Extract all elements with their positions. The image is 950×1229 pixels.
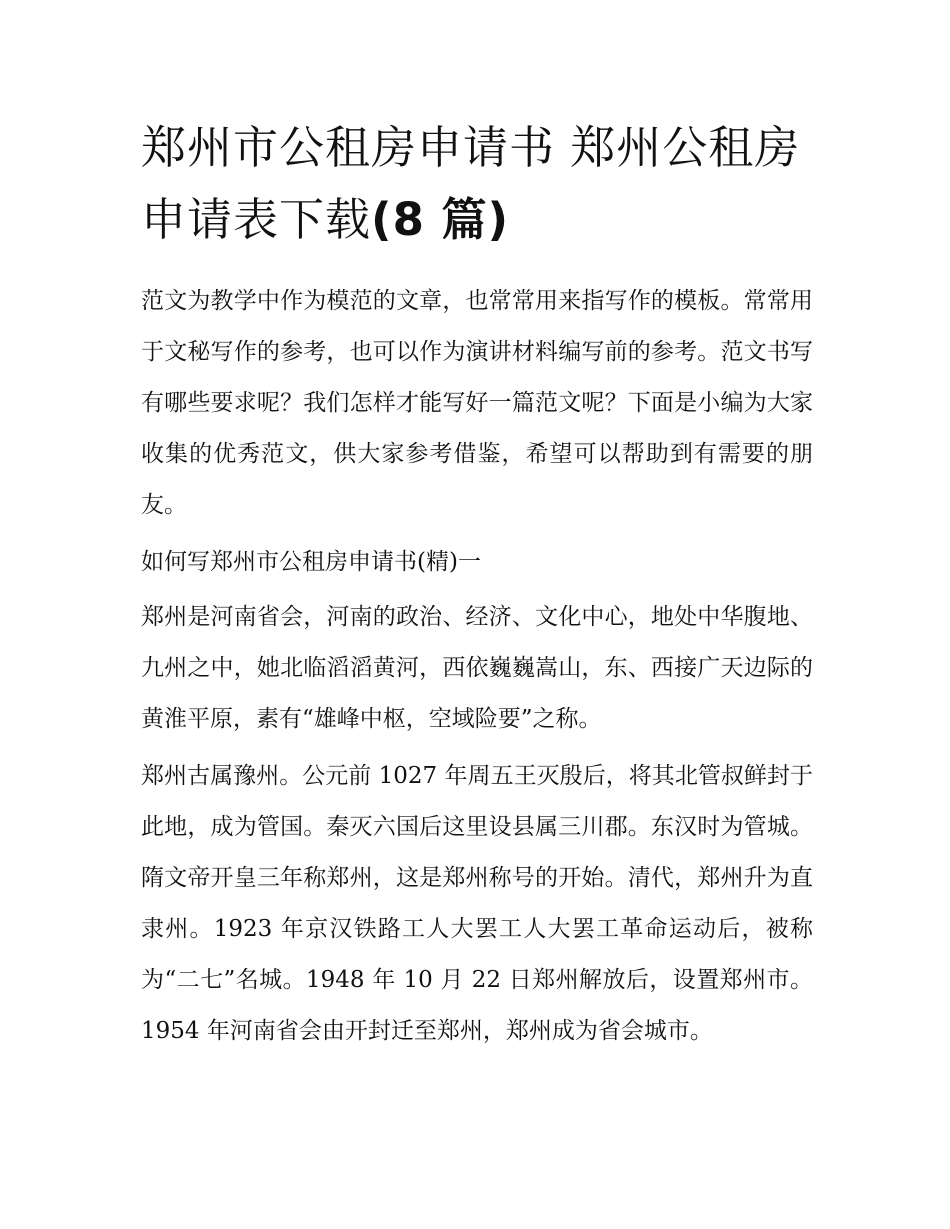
body-paragraph-history: 郑州古属豫州。公元前 1027 年周五王灭殷后，将其北管叔鲜封于此地，成为管国。秦灭六国后这里设县属三川郡。东汉时为管城。隋文帝开皇三年称郑州，这是郑州称号的开始。清代，郑州升为直隶州。1923 年京汉铁路工人大罢工人大罢工革命运动后，被称为“二七”名城。1948 年 10 月 22 日郑州解放后，设置郑州市。1954 年河南省会由开封迁至郑州，郑州成为省会城市。 bbox=[141, 763, 813, 1044]
document-content bbox=[141, 112, 813, 1063]
document-title bbox=[141, 112, 813, 256]
section-heading: 如何写郑州市公租房申请书(精)一 bbox=[141, 549, 481, 575]
intro-paragraph: 范文为教学中作为模范的文章，也常常用来指写作的模板。常常用于文秘写作的参考，也可以作为演讲材料编写前的参考。范文书写有哪些要求呢？我们怎样才能写好一篇范文呢？下面是小编为大家收集的优秀范文，供大家参考借鉴，希望可以帮助到有需要的朋友。 bbox=[141, 288, 813, 518]
body-paragraph-geography: 郑州是河南省会，河南的政治、经济、文化中心，地处中华腹地、九州之中，她北临滔滔黄河，西依巍巍嵩山，东、西接广天边际的黄淮平原，素有“雄峰中枢，空域险要”之称。 bbox=[141, 604, 813, 732]
document-title-count: (8 篇) bbox=[371, 193, 510, 246]
document-title-main: 郑州市公租房申请书 郑州公租房申请表下载 bbox=[141, 121, 801, 246]
